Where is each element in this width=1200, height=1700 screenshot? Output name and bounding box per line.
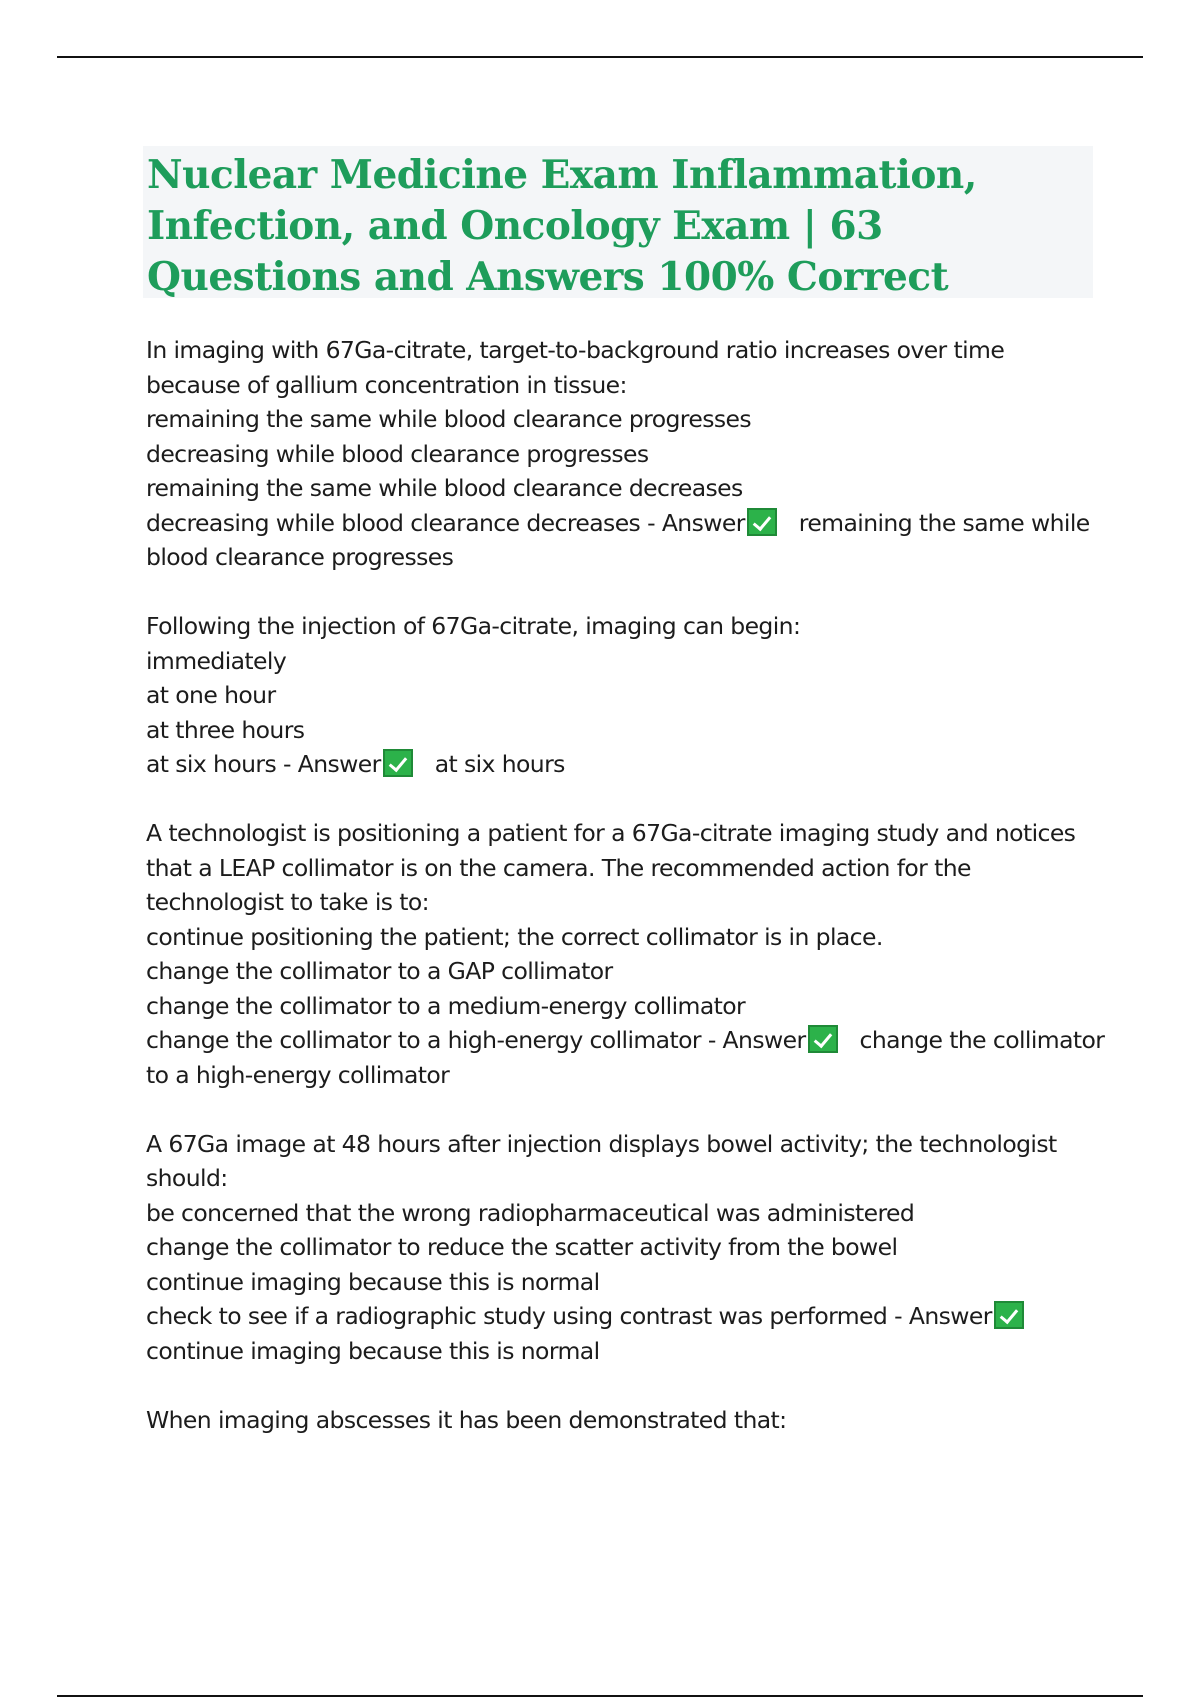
question-prompt-line: In imaging with 67Ga-citrate, target-to-background ratio increases over time (146, 336, 1005, 364)
title-box (143, 146, 1093, 298)
check-mark-icon (747, 508, 777, 536)
question-4 (146, 1127, 1106, 1369)
option-line: change the collimator to a GAP collimator (146, 957, 613, 985)
answer-text: change the collimator to a high-energy collimator (146, 1026, 1105, 1089)
option-line: at three hours (146, 715, 305, 744)
option-line: be concerned that the wrong radiopharmaceutical was administered (146, 1198, 915, 1227)
question-prompt-line: A 67Ga image at 48 hours after injection displays bowel activity; the technologist (146, 1129, 1057, 1158)
question-prompt-line: that a LEAP collimator is on the camera. The recommended action for the (146, 853, 971, 882)
question-prompt-line: When imaging abscesses it has been demonstrated that: (146, 1405, 787, 1434)
option-line: change the collimator to a medium-energy collimator (146, 991, 746, 1020)
option-line: at one hour (146, 681, 276, 709)
document-title: Nuclear Medicine Exam Inflammation, Infection, and Oncology Exam | 63 Questions and Answers 100% Correct (147, 152, 977, 300)
question-5 (146, 1403, 1106, 1438)
answer-text: remaining the same while blood clearance progresses (146, 508, 1090, 571)
answer-text: at six hours (434, 750, 565, 778)
option-line: at six hours (146, 750, 277, 778)
option-line: remaining the same while blood clearance progresses (146, 405, 751, 433)
question-prompt-line: A technologist is positioning a patient for a 67Ga-citrate imaging study and notices (146, 819, 1076, 847)
top-rule (57, 56, 1143, 58)
option-line: decreasing while blood clearance decreases (146, 508, 641, 537)
check-mark-icon (994, 1301, 1024, 1329)
answer-line (146, 1299, 1106, 1368)
check-mark-icon (383, 749, 413, 777)
option-line: change the collimator to a high-energy collimator (146, 1026, 701, 1054)
answer-line (146, 747, 1106, 782)
answer-label: - Answer (647, 508, 745, 537)
option-line: check to see if a radiographic study using contrast was performed (146, 1302, 888, 1330)
question-1 (146, 333, 1106, 575)
answer-label: - Answer (282, 750, 381, 778)
option-line: continue imaging because this is normal (146, 1267, 600, 1296)
question-prompt-line: technologist to take is to: (146, 888, 429, 916)
question-2 (146, 609, 1106, 782)
document-body (146, 333, 1106, 1472)
answer-label: - Answer (707, 1026, 806, 1054)
question-prompt-line: because of gallium concentration in tissue: (146, 370, 627, 399)
option-line: continue positioning the patient; the correct collimator is in place. (146, 922, 883, 951)
option-line: remaining the same while blood clearance decreases (146, 474, 743, 502)
answer-line (146, 1023, 1106, 1092)
question-prompt-line: Following the injection of 67Ga-citrate, imaging can begin: (146, 612, 801, 640)
option-line: decreasing while blood clearance progresses (146, 439, 649, 468)
answer-label: - Answer (894, 1302, 992, 1330)
bottom-rule (57, 1695, 1143, 1697)
answer-text: continue imaging because this is normal (146, 1336, 600, 1365)
answer-line (146, 506, 1106, 575)
check-mark-icon (808, 1025, 838, 1053)
option-line: change the collimator to reduce the scatter activity from the bowel (146, 1233, 898, 1261)
option-line: immediately (146, 646, 287, 675)
question-prompt-line: should: (146, 1164, 228, 1192)
question-3 (146, 816, 1106, 1092)
